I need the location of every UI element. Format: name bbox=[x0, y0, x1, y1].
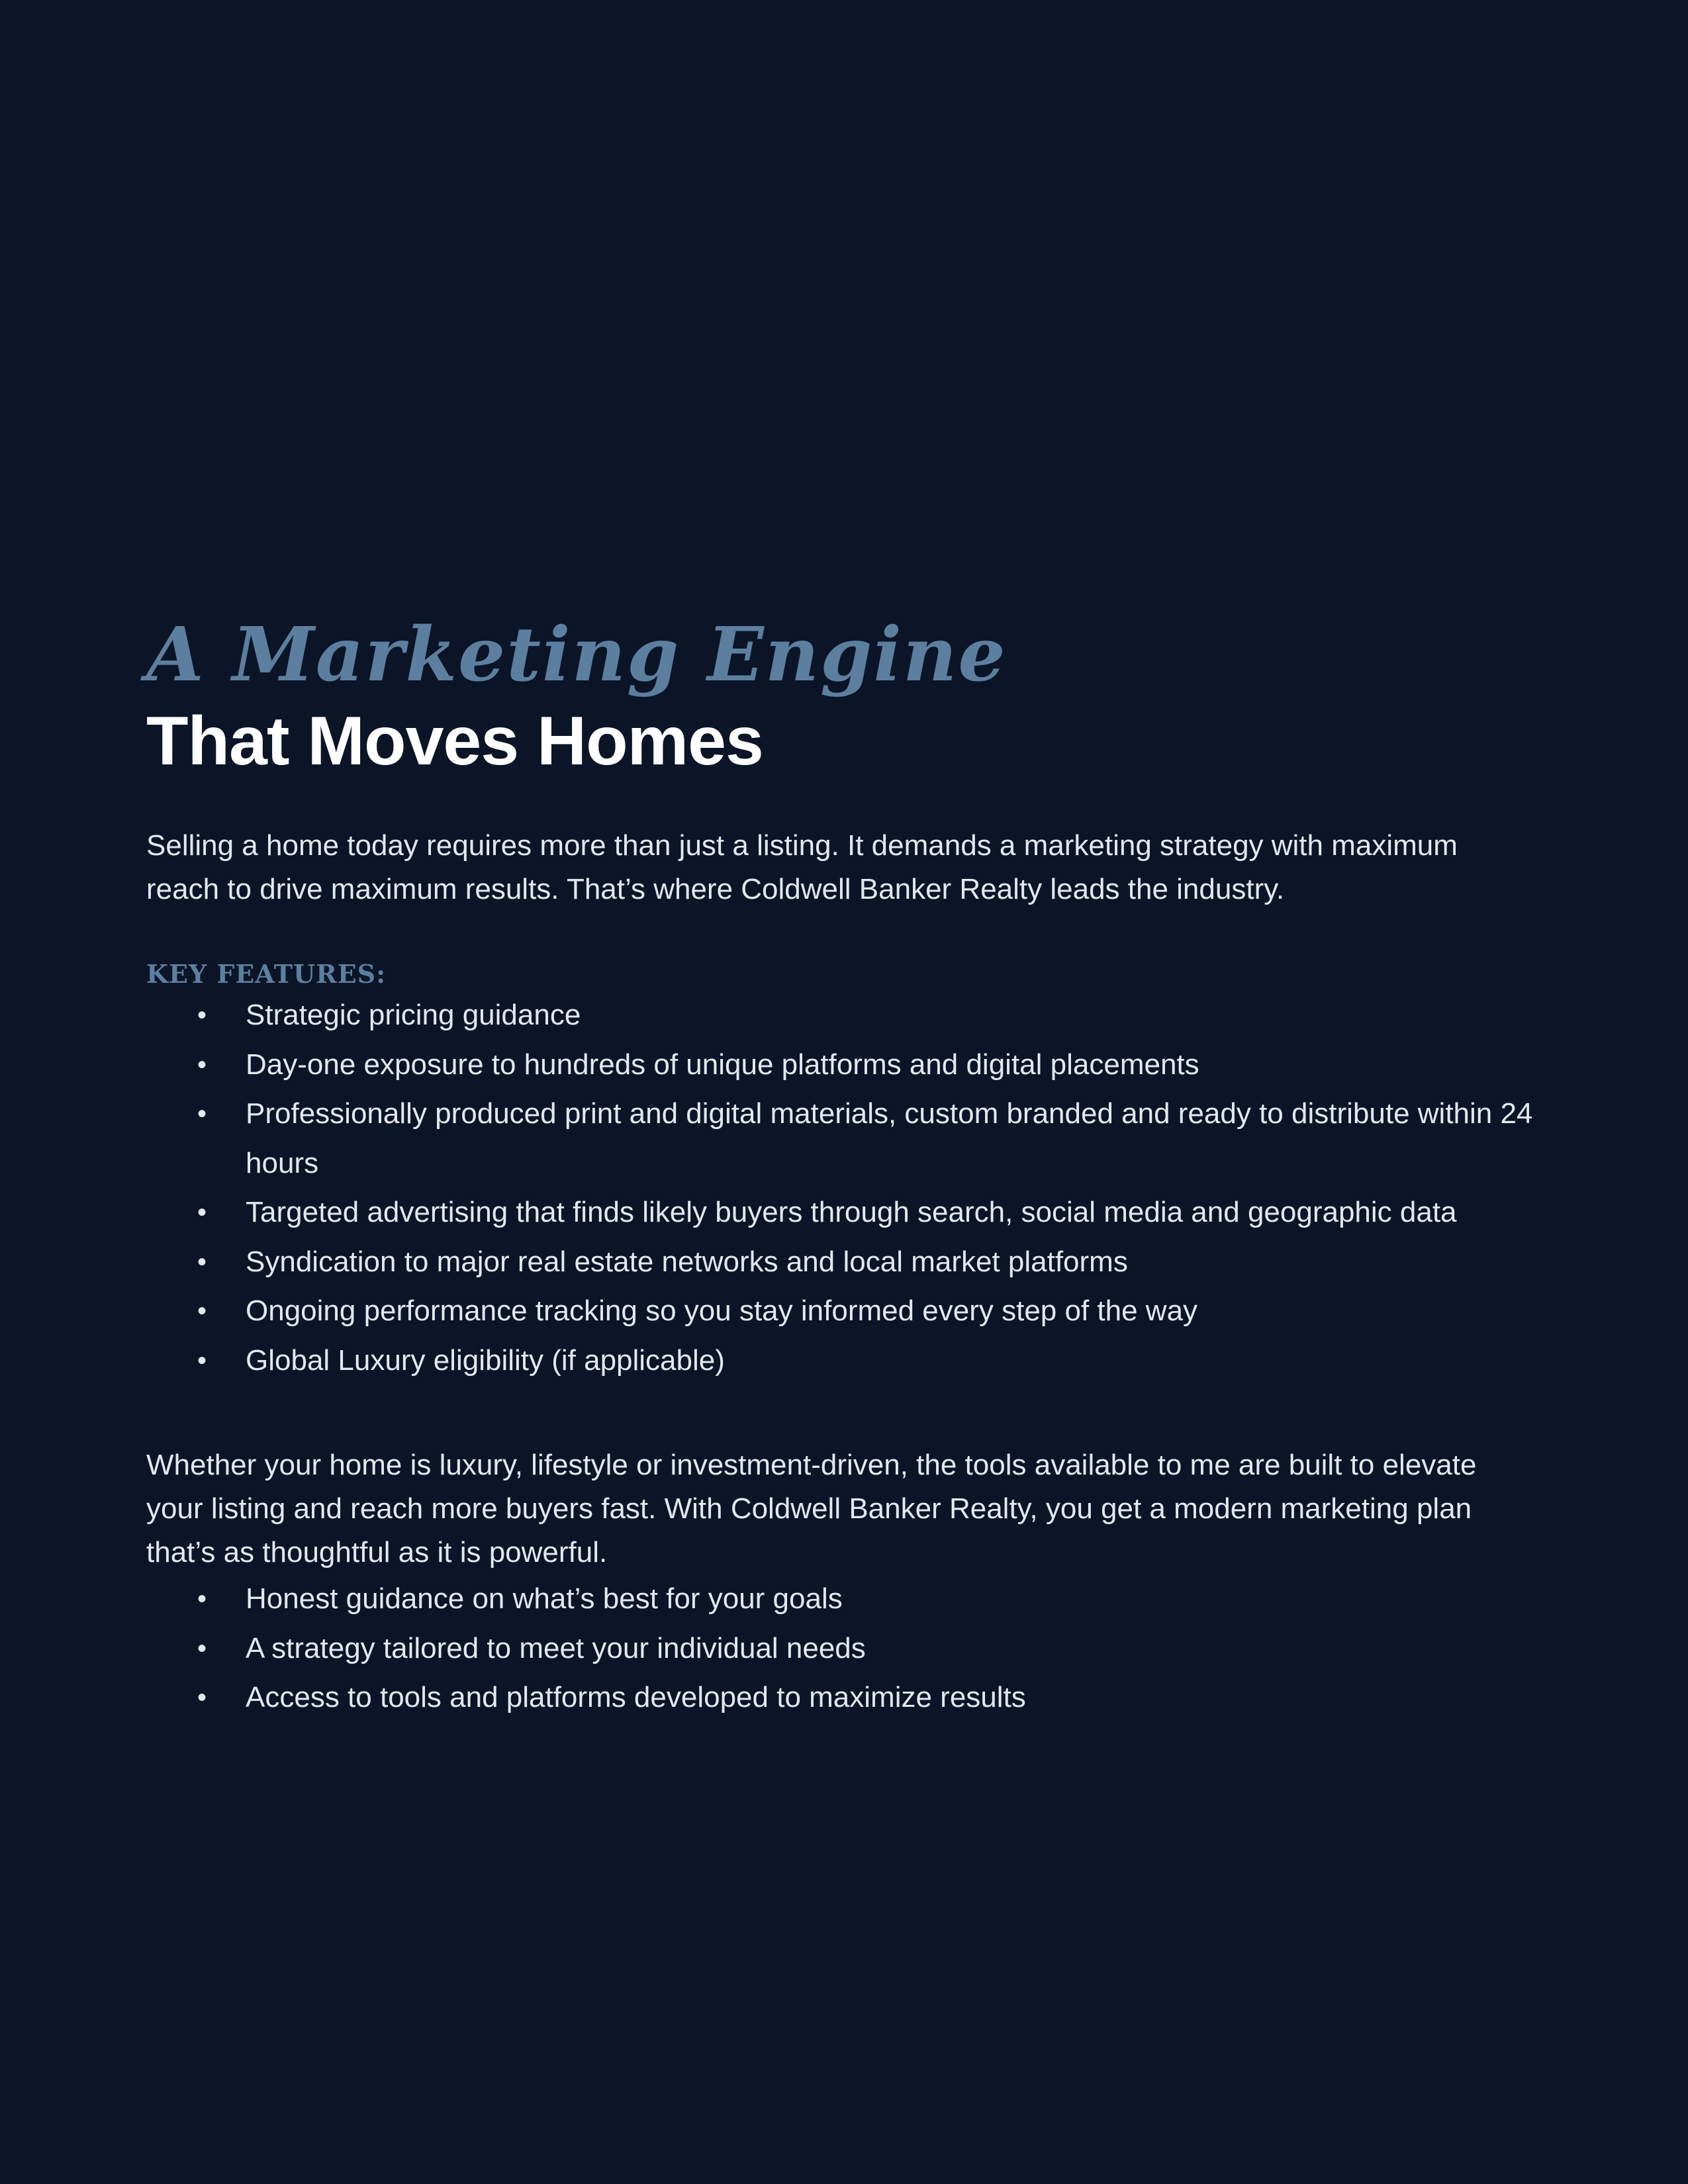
bullet-icon: • bbox=[197, 1633, 207, 1663]
title-script: A Marketing Engine bbox=[146, 612, 1007, 698]
feature-text: Syndication to major real estate networks and local market platforms bbox=[246, 1245, 1128, 1278]
benefit-item bbox=[146, 1624, 1543, 1674]
benefits-list bbox=[146, 1574, 1536, 1723]
feature-item bbox=[146, 1040, 1543, 1090]
feature-item bbox=[146, 1089, 1543, 1188]
feature-item bbox=[146, 1238, 1543, 1287]
bullet-icon: • bbox=[197, 1345, 207, 1375]
bullet-icon: • bbox=[197, 1001, 207, 1030]
benefit-text: Access to tools and platforms developed to maximize results bbox=[246, 1681, 1026, 1713]
content bbox=[146, 612, 1536, 1723]
bullet-icon: • bbox=[197, 1050, 207, 1079]
benefit-item bbox=[146, 1574, 1543, 1624]
feature-item bbox=[146, 1287, 1543, 1336]
feature-text: Professionally produced print and digital materials, custom branded and ready to distribute within 24 hours bbox=[246, 1097, 1533, 1179]
bullet-icon: • bbox=[197, 1247, 207, 1277]
benefit-item bbox=[146, 1673, 1543, 1723]
closing-paragraph: Whether your home is luxury, lifestyle or investment-driven, the tools available to me are built to elevate your listing and reach more buyers fast. With Coldwell Banker Realty, you get a modern marketing plan that’s as thoughtful as it is powerful. bbox=[146, 1449, 1477, 1569]
bullet-icon: • bbox=[197, 1198, 207, 1227]
page-title: That Moves Homes bbox=[146, 703, 763, 780]
feature-item bbox=[146, 991, 1543, 1040]
bullet-icon: • bbox=[197, 1297, 207, 1326]
feature-item bbox=[146, 1336, 1543, 1386]
benefit-text: A strategy tailored to meet your individual needs bbox=[246, 1631, 866, 1664]
feature-text: Strategic pricing guidance bbox=[246, 999, 581, 1031]
feature-text: Ongoing performance tracking so you stay informed every step of the way bbox=[246, 1295, 1198, 1327]
bullet-icon: • bbox=[197, 1683, 207, 1712]
bullet-icon: • bbox=[197, 1099, 207, 1128]
intro-paragraph: Selling a home today requires more than just a listing. It demands a marketing strategy with maximum reach to drive maximum results. That’s where Coldwell Banker Realty leads the industry. bbox=[146, 829, 1458, 905]
feature-text: Day-one exposure to hundreds of unique platforms and digital placements bbox=[246, 1048, 1199, 1081]
feature-text: Targeted advertising that finds likely buyers through search, social media and geographic data bbox=[246, 1196, 1457, 1228]
benefit-text: Honest guidance on what’s best for your goals bbox=[246, 1582, 843, 1615]
feature-text: Global Luxury eligibility (if applicable) bbox=[246, 1343, 725, 1377]
key-features-heading: KEY FEATURES: bbox=[146, 959, 387, 989]
feature-item bbox=[146, 1188, 1543, 1238]
key-features-list bbox=[146, 991, 1536, 1385]
bullet-icon: • bbox=[197, 1584, 207, 1614]
